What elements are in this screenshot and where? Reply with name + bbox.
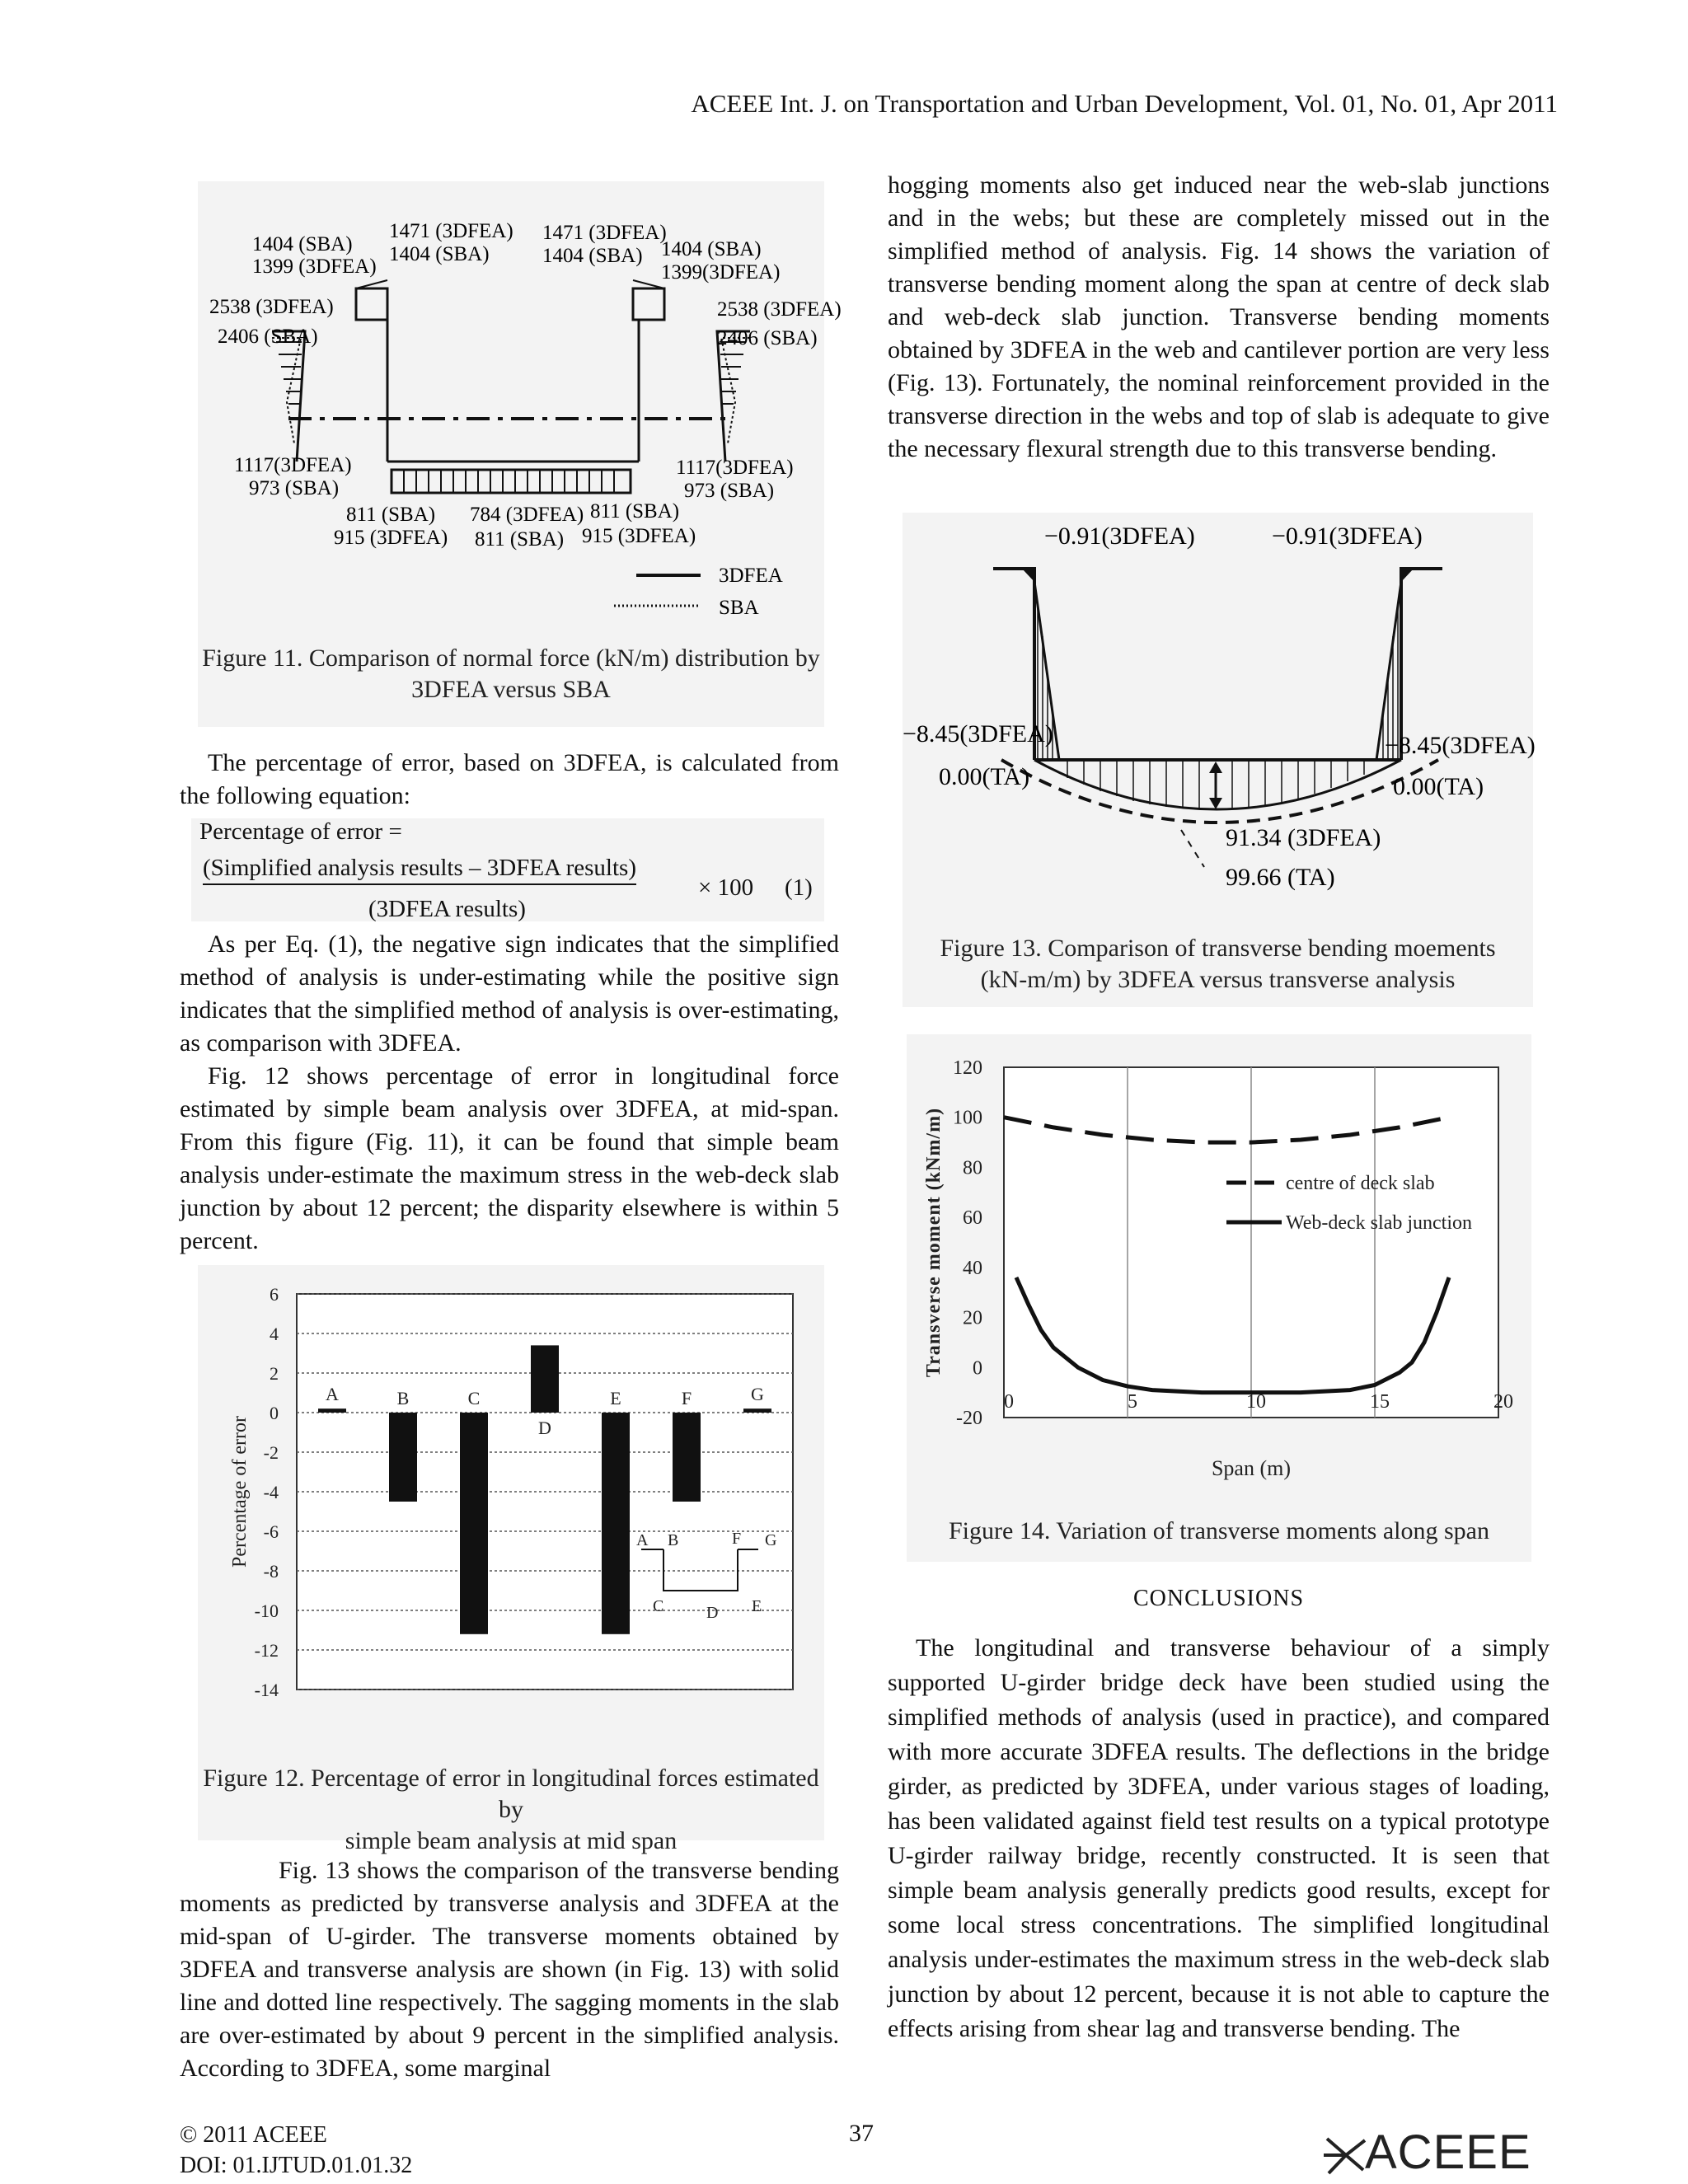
legend-sba: SBA: [719, 597, 759, 619]
y-axis-label: Percentage of error: [229, 1416, 251, 1568]
f11-label: 1404 (SBA): [542, 245, 643, 267]
inset-label: G: [765, 1531, 777, 1549]
equation-denominator: (3DFEA results): [368, 896, 526, 922]
paragraph: As per Eq. (1), the negative sign indicates that the simplified method of analysis is under-estimating while the positive sign indicates that the simplified method of analysis is over-estimating, as comparison with 3DFEA.: [180, 930, 839, 1057]
legend-3dfea: 3DFEA: [719, 565, 783, 587]
f11-label: 1471 (3DFEA): [389, 220, 513, 242]
bar: [531, 1345, 559, 1413]
x-tick-label: 5: [1128, 1391, 1137, 1413]
figure-13-caption-2: (kN-m/m) by 3DFEA versus transverse analysis: [980, 966, 1456, 993]
inset-label: D: [706, 1604, 719, 1622]
f11-label: 811 (SBA): [475, 528, 565, 551]
paragraph: Fig. 13 shows the comparison of the transverse bending moments as predicted by transverse analysis and 3DFEA at the mid-span of U-girder. The transverse moments obtained by 3DFEA and transverse analysis are shown (in Fig. 13) with solid line and dotted line respectively. The sagging moments in the slab are over-estimated by about 9 percent in the simplified analysis. According to 3DFEA, some marginal: [180, 1857, 839, 2082]
bar: [460, 1413, 488, 1634]
figure-11-caption-2: 3DFEA versus SBA: [411, 676, 611, 703]
y-axis-label: Transverse moment (kNm/m): [923, 1107, 945, 1378]
y-tick-label: 100: [953, 1107, 982, 1129]
f11-label: 1471 (3DFEA): [542, 222, 667, 244]
logo-text: ACEEE: [1365, 2125, 1531, 2179]
equation-1: [191, 818, 824, 921]
f11-label: 1404 (SBA): [252, 233, 353, 255]
figure-13: [903, 513, 1536, 1007]
bar: [743, 1408, 771, 1413]
f11-label: 915 (3DFEA): [582, 525, 696, 547]
x-tick-label: 15: [1370, 1391, 1390, 1413]
figure-14-caption: Figure 14. Variation of transverse moments along span: [949, 1517, 1489, 1544]
inset-label: E: [752, 1597, 762, 1615]
y-tick-label: -4: [263, 1482, 279, 1502]
f11-label: 2406 (SBA): [717, 327, 818, 349]
legend-label: Web-deck slab junction: [1286, 1212, 1472, 1234]
f11-label: 973 (SBA): [684, 480, 775, 502]
f11-label: 1404 (SBA): [661, 238, 762, 260]
y-tick-label: -6: [263, 1521, 279, 1542]
figure-13-caption-1: Figure 13. Comparison of transverse bending moements: [940, 935, 1496, 962]
y-tick-label: -8: [263, 1561, 279, 1582]
f11-label: 1117(3DFEA): [234, 454, 352, 476]
equation-lhs: Percentage of error =: [199, 818, 402, 845]
bar-label: F: [681, 1388, 692, 1408]
section-heading: CONCLUSIONS: [1132, 1586, 1305, 1611]
f11-label: 2538 (3DFEA): [209, 296, 334, 318]
y-tick-label: -20: [956, 1408, 982, 1429]
f11-label: 1399 (3DFEA): [252, 255, 377, 278]
equation-times: × 100: [698, 874, 754, 901]
f11-label: 915 (3DFEA): [334, 527, 448, 549]
f11-label: 784 (3DFEA): [470, 504, 584, 526]
bar-label: C: [467, 1388, 481, 1408]
f13-label: −8.45(3DFEA): [903, 720, 1053, 748]
figure-14: [907, 1034, 1531, 1562]
legend-label: centre of deck slab: [1286, 1173, 1435, 1194]
figure-12-chart: [198, 1265, 824, 1751]
footer-doi: DOI: 01.IJTUD.01.01.32: [180, 2153, 413, 2178]
f11-label: 2406 (SBA): [218, 326, 318, 348]
bar: [389, 1413, 417, 1502]
y-tick-label: 0: [270, 1403, 279, 1423]
f13-label: 0.00(TA): [939, 763, 1030, 790]
inset-label: C: [653, 1597, 664, 1615]
f13-label: −8.45(3DFEA): [1385, 732, 1536, 759]
inset-label: F: [732, 1530, 742, 1548]
y-tick-label: 20: [963, 1307, 982, 1329]
y-tick-label: 0: [973, 1357, 982, 1380]
bar-label: E: [610, 1388, 621, 1408]
f11-label: 2538 (3DFEA): [717, 298, 842, 321]
equation-numerator: (Simplified analysis results – 3DFEA results): [203, 855, 636, 885]
figure-14-chart: [907, 1034, 1531, 1496]
f13-label: 0.00(TA): [1393, 773, 1484, 800]
f11-label: 1117(3DFEA): [676, 457, 794, 479]
inset-label: B: [668, 1531, 679, 1549]
figure-12-caption-2: simple beam analysis at mid span: [345, 1827, 678, 1854]
paragraph: Fig. 12 shows percentage of error in longitudinal force estimated by simple beam analysis over 3DFEA, at mid-span. From this figure (Fig. 11), it can be found that simple beam analysis under-estimate the maximum stress in the web-deck slab junction by about 12 percent; the disparity elsewhere is within 5 percent.: [180, 1062, 839, 1254]
bar-label: A: [326, 1384, 339, 1405]
paragraph: hogging moments also get induced near the web-slab junctions and in the webs; but these are completely missed out in the simplified method of analysis. Fig. 14 shows the variation of transverse bending moment along the span at centre of deck slab and web-deck slab junction. Transverse bending moments obtained by 3DFEA in the web and cantilever portion are very less (Fig. 13). Fortunately, the nominal reinforcement provided in the transverse direction in the webs and top of slab is adequate to give the necessary flexural strength due to this transverse bending.: [888, 171, 1550, 462]
journal-header: ACEEE Int. J. on Transportation and Urban Development, Vol. 01, No. 01, Apr 2011: [691, 89, 1558, 118]
equation-number: (1): [785, 874, 813, 901]
f11-label: 1399(3DFEA): [661, 261, 781, 284]
bar-label: G: [751, 1384, 764, 1405]
f13-label: 91.34 (3DFEA): [1226, 824, 1381, 851]
y-tick-label: 60: [963, 1207, 982, 1230]
f11-label: 973 (SBA): [249, 477, 340, 499]
f13-label: −0.91(3DFEA): [1272, 523, 1423, 550]
y-tick-label: 6: [270, 1284, 279, 1305]
y-tick-label: -10: [254, 1601, 279, 1621]
paragraph: The percentage of error, based on 3DFEA, is calculated from the following equation:: [180, 749, 839, 809]
x-tick-label: 10: [1246, 1391, 1266, 1413]
page-number: 37: [849, 2120, 874, 2147]
f11-label: 1404 (SBA): [389, 243, 490, 265]
f13-label: 99.66 (TA): [1226, 864, 1335, 891]
y-tick-label: -14: [254, 1680, 279, 1700]
f11-label: 811 (SBA): [346, 504, 436, 526]
bar: [318, 1408, 346, 1413]
y-tick-label: 40: [963, 1257, 982, 1279]
figure-12-caption-1: Figure 12. Percentage of error in longitudinal forces estimated by: [203, 1765, 819, 1823]
figure-12: [198, 1265, 824, 1854]
f13-label: −0.91(3DFEA): [1044, 523, 1195, 550]
y-tick-label: 4: [270, 1324, 279, 1344]
y-tick-label: -2: [263, 1442, 279, 1463]
f11-label: 811 (SBA): [590, 500, 680, 523]
x-tick-label: 20: [1493, 1391, 1513, 1413]
y-tick-label: -12: [254, 1640, 279, 1661]
bar-label: B: [396, 1388, 410, 1408]
y-tick-label: 80: [963, 1157, 982, 1179]
footer-copyright: © 2011 ACEEE: [180, 2122, 327, 2148]
inset-label: A: [636, 1531, 649, 1549]
figure-11-caption-1: Figure 11. Comparison of normal force (kN/m) distribution by: [202, 644, 820, 672]
bar-label: D: [538, 1418, 551, 1438]
bar: [602, 1413, 630, 1634]
x-tick-label: 0: [1004, 1391, 1014, 1413]
figure-11: [198, 181, 842, 727]
bar: [673, 1413, 701, 1502]
x-axis-label: Span (m): [1211, 1456, 1292, 1480]
y-tick-label: 120: [953, 1057, 982, 1079]
y-tick-label: 2: [270, 1363, 279, 1384]
paragraph: The longitudinal and transverse behaviour of a simply supported U-girder bridge deck have been studied using the simplified methods of analysis (used in practice), and compared with more accurate 3DFEA results. The deflections in the bridge girder, as predicted by 3DFEA, under various stages of loading, has been validated against field test results on a typical prototype U-girder railway bridge, recently constructed. It is seen that simple beam analysis generally predicts good results, except for some local stress concentrations. The simplified longitudinal analysis under-estimates the maximum stress in the web-deck slab junction by about 12 percent, because it is not able to capture the effects arising from shear lag and transverse bending. The: [888, 1634, 1550, 2042]
